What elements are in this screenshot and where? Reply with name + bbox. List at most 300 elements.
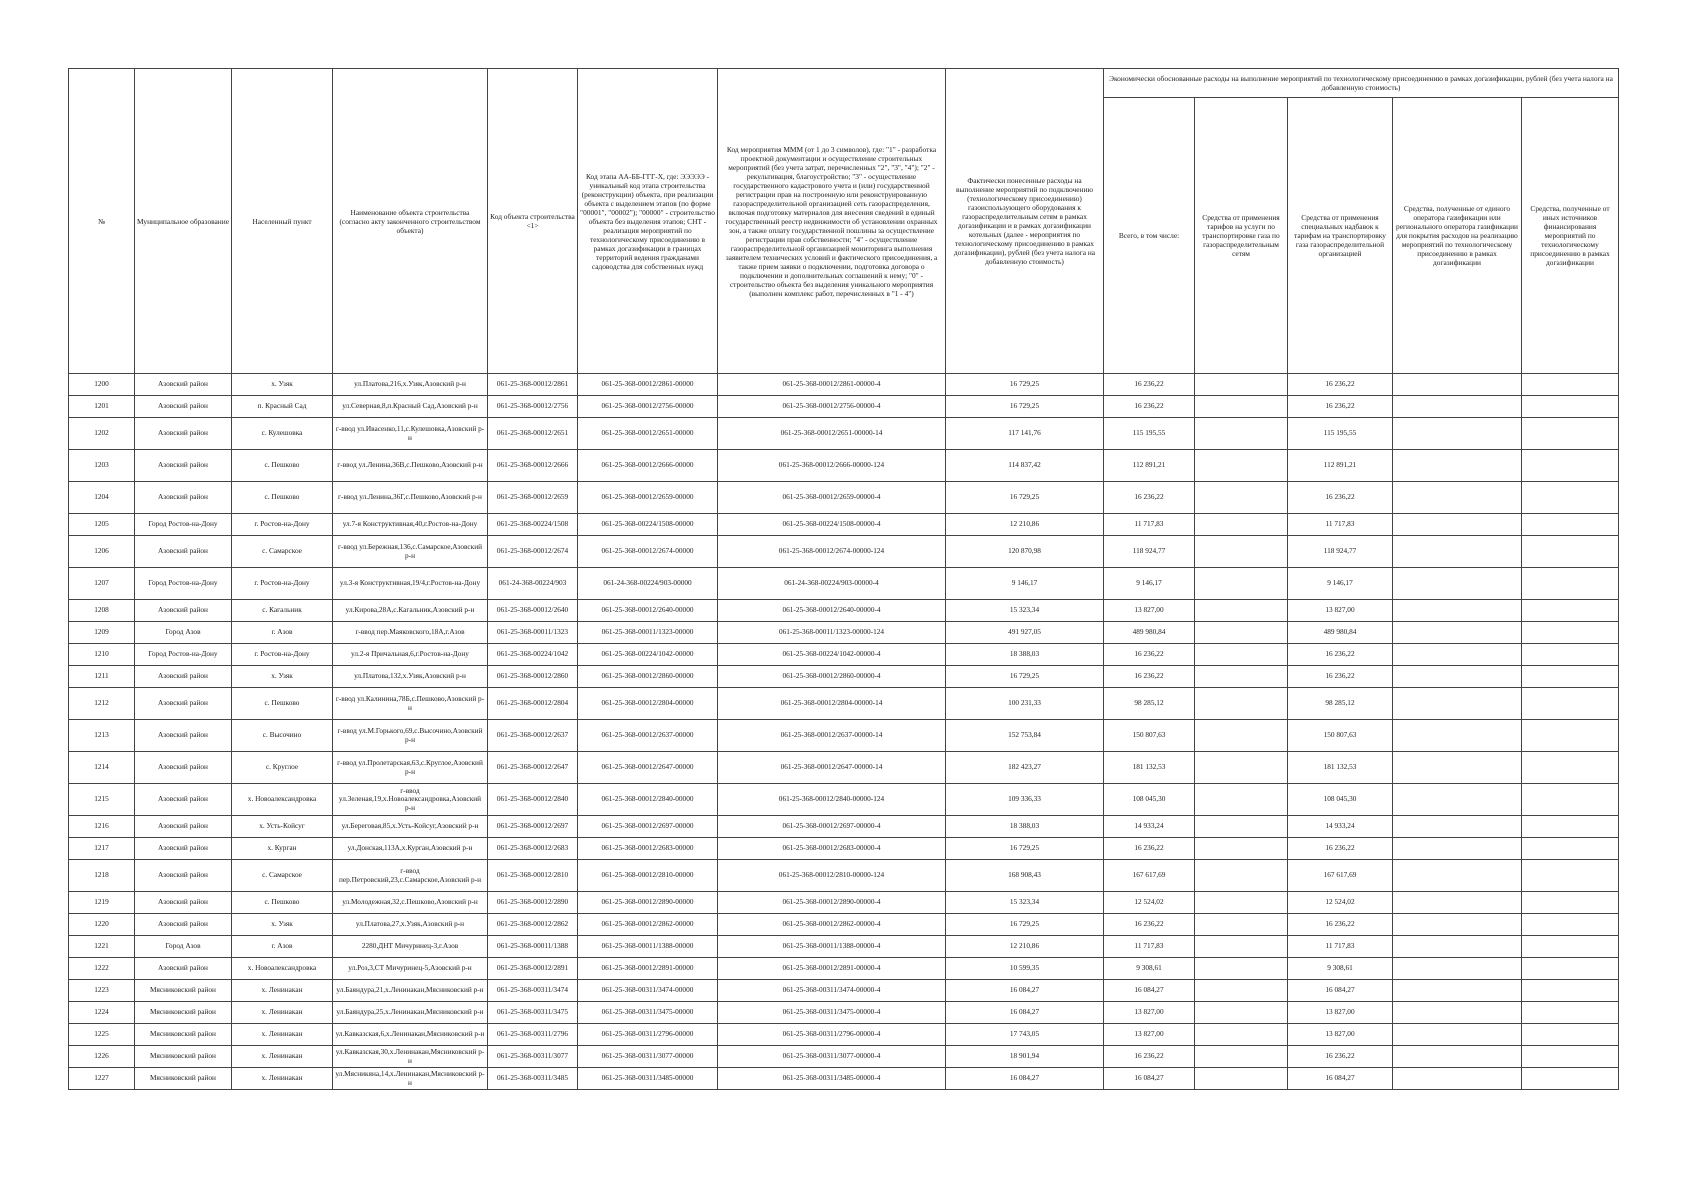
operator-funds-cell [1393, 980, 1522, 1002]
municipality-cell: Город Ростов-на-Дону [135, 514, 232, 536]
settlement-cell: г. Азов [232, 936, 333, 958]
measure-code-cell: 061-25-368-00012/2666-00000-124 [718, 450, 946, 482]
operator-funds-cell [1393, 936, 1522, 958]
row-number-cell: 1211 [69, 666, 135, 688]
operator-funds-cell [1393, 374, 1522, 396]
object-name-cell: ул.Роз,3,СТ Мичуринец-5,Азовский р-н [333, 958, 488, 980]
municipality-cell: Азовский район [135, 600, 232, 622]
actual-costs-cell: 15 323,34 [946, 892, 1104, 914]
settlement-cell: с. Пешково [232, 892, 333, 914]
operator-funds-cell [1393, 1024, 1522, 1046]
tariff-funds-cell [1195, 418, 1288, 450]
operator-funds-cell [1393, 892, 1522, 914]
object-code-cell: 061-25-368-00011/1323 [488, 622, 578, 644]
stage-code-cell: 061-25-368-00012/2860-00000 [578, 666, 718, 688]
table-row [69, 958, 1619, 980]
operator-funds-cell [1393, 418, 1522, 450]
measure-code-cell: 061-25-368-00012/2890-00000-4 [718, 892, 946, 914]
settlement-cell: х. Новоалександровка [232, 784, 333, 816]
measure-code-cell: 061-25-368-00012/2659-00000-4 [718, 482, 946, 514]
stage-code-cell: 061-25-368-00012/2640-00000 [578, 600, 718, 622]
municipality-cell: Азовский район [135, 720, 232, 752]
object-code-cell: 061-25-368-00012/2637 [488, 720, 578, 752]
row-number-cell: 1217 [69, 838, 135, 860]
other-funds-cell [1522, 892, 1619, 914]
settlement-cell: с. Самарское [232, 860, 333, 892]
municipality-cell: Азовский район [135, 816, 232, 838]
tariff-funds-cell [1195, 1046, 1288, 1068]
stage-code-cell: 061-25-368-00012/2697-00000 [578, 816, 718, 838]
row-number-cell: 1226 [69, 1046, 135, 1068]
municipality-cell: Город Ростов-на-Дону [135, 644, 232, 666]
stage-code-cell: 061-25-368-00012/2804-00000 [578, 688, 718, 720]
total-cell: 167 617,69 [1104, 860, 1195, 892]
total-cell: 108 045,30 [1104, 784, 1195, 816]
table-row [69, 644, 1619, 666]
municipality-cell: Азовский район [135, 838, 232, 860]
row-number-cell: 1224 [69, 1002, 135, 1024]
measure-code-cell: 061-25-368-00311/2796-00000-4 [718, 1024, 946, 1046]
settlement-cell: с. Высочино [232, 720, 333, 752]
stage-code-cell: 061-25-368-00311/3475-00000 [578, 1002, 718, 1024]
table-row [69, 600, 1619, 622]
row-number-cell: 1219 [69, 892, 135, 914]
measure-code-cell: 061-25-368-00311/3077-00000-4 [718, 1046, 946, 1068]
header-object-name: Наименование объекта строительства (согласно акту законченного строительством объекта) [333, 69, 488, 374]
total-cell: 112 891,21 [1104, 450, 1195, 482]
settlement-cell: г. Ростов-на-Дону [232, 644, 333, 666]
operator-funds-cell [1393, 688, 1522, 720]
object-name-cell: ул.Северная,8,п.Красный Сад,Азовский р-н [333, 396, 488, 418]
row-number-cell: 1213 [69, 720, 135, 752]
settlement-cell: с. Самарское [232, 536, 333, 568]
table-row [69, 688, 1619, 720]
row-number-cell: 1214 [69, 752, 135, 784]
surcharge-funds-cell: 9 308,61 [1288, 958, 1393, 980]
municipality-cell: Азовский район [135, 958, 232, 980]
municipality-cell: Азовский район [135, 892, 232, 914]
operator-funds-cell [1393, 568, 1522, 600]
header-measure-code: Код мероприятия МММ (от 1 до 3 символов), где: "1" - разработка проектной документации и осуществление строительных мероприятий (без учета затрат, перечисленных "2", "3", "4"); "2" - рекультивация, благоустройство; "3" - осуществление государственного кадастрового учета и (или) государственной регистрации прав на построенную или реконструированную газораспределительной организацией сеть газораспределения, включая подготовку материалов для внесения сведений в единый государственный реестр недвижимости об установлении охранных зон, а также оплату государственной пошлины за осуществление регистрации прав собственности; "4" - осуществление газораспределительной организацией мониторинга выполнения заявителем технических условий и фактического присоединения, а также прием заявки о подключении, подготовка договора о подключении и дополнительных соглашений к нему; "0" - строительство объекта без выделения уникального мероприятия (выполнен комплекс работ, перечисленных в "1 - 4") [718, 69, 946, 374]
total-cell: 12 524,02 [1104, 892, 1195, 914]
tariff-funds-cell [1195, 752, 1288, 784]
row-number-cell: 1207 [69, 568, 135, 600]
settlement-cell: х. Курган [232, 838, 333, 860]
object-name-cell: г-ввод ул.Ленина,36В,с.Пешково,Азовский р-н [333, 450, 488, 482]
total-cell: 13 827,00 [1104, 1002, 1195, 1024]
municipality-cell: Азовский район [135, 784, 232, 816]
stage-code-cell: 061-25-368-00012/2890-00000 [578, 892, 718, 914]
stage-code-cell: 061-25-368-00311/3485-00000 [578, 1068, 718, 1090]
total-cell: 16 236,22 [1104, 482, 1195, 514]
table-row [69, 536, 1619, 568]
total-cell: 16 236,22 [1104, 374, 1195, 396]
actual-costs-cell: 18 388,03 [946, 644, 1104, 666]
table-row [69, 784, 1619, 816]
actual-costs-cell: 182 423,27 [946, 752, 1104, 784]
surcharge-funds-cell: 112 891,21 [1288, 450, 1393, 482]
surcharge-funds-cell: 13 827,00 [1288, 1024, 1393, 1046]
settlement-cell: п. Красный Сад [232, 396, 333, 418]
tariff-funds-cell [1195, 568, 1288, 600]
actual-costs-cell: 16 729,25 [946, 666, 1104, 688]
operator-funds-cell [1393, 600, 1522, 622]
measure-code-cell: 061-25-368-00012/2862-00000-4 [718, 914, 946, 936]
stage-code-cell: 061-25-368-00311/3077-00000 [578, 1046, 718, 1068]
surcharge-funds-cell: 14 933,24 [1288, 816, 1393, 838]
row-number-cell: 1200 [69, 374, 135, 396]
measure-code-cell: 061-25-368-00311/3474-00000-4 [718, 980, 946, 1002]
object-code-cell: 061-25-368-00224/1042 [488, 644, 578, 666]
other-funds-cell [1522, 482, 1619, 514]
object-name-cell: ул.Платова,216,х.Узяк,Азовский р-н [333, 374, 488, 396]
settlement-cell: х. Ленинакан [232, 1068, 333, 1090]
object-code-cell: 061-25-368-00012/2651 [488, 418, 578, 450]
actual-costs-cell: 16 084,27 [946, 1002, 1104, 1024]
object-code-cell: 061-25-368-00012/2861 [488, 374, 578, 396]
object-code-cell: 061-25-368-00012/2674 [488, 536, 578, 568]
other-funds-cell [1522, 418, 1619, 450]
municipality-cell: Город Азов [135, 622, 232, 644]
other-funds-cell [1522, 666, 1619, 688]
surcharge-funds-cell: 489 980,84 [1288, 622, 1393, 644]
tariff-funds-cell [1195, 860, 1288, 892]
tariff-funds-cell [1195, 958, 1288, 980]
tariff-funds-cell [1195, 644, 1288, 666]
header-object-code: Код объекта строительства <1> [488, 69, 578, 374]
settlement-cell: г. Азов [232, 622, 333, 644]
object-code-cell: 061-25-368-00012/2860 [488, 666, 578, 688]
settlement-cell: с. Кагальник [232, 600, 333, 622]
other-funds-cell [1522, 980, 1619, 1002]
row-number-cell: 1215 [69, 784, 135, 816]
surcharge-funds-cell: 115 195,55 [1288, 418, 1393, 450]
measure-code-cell: 061-25-368-00012/2647-00000-14 [718, 752, 946, 784]
measure-code-cell: 061-25-368-00311/3475-00000-4 [718, 1002, 946, 1024]
municipality-cell: Азовский район [135, 418, 232, 450]
total-cell: 14 933,24 [1104, 816, 1195, 838]
actual-costs-cell: 17 743,05 [946, 1024, 1104, 1046]
settlement-cell: х. Усть-Койсуг [232, 816, 333, 838]
header-total: Всего, в том числе: [1104, 98, 1195, 374]
surcharge-funds-cell: 16 236,22 [1288, 396, 1393, 418]
other-funds-cell [1522, 600, 1619, 622]
stage-code-cell: 061-25-368-00012/2756-00000 [578, 396, 718, 418]
object-code-cell: 061-25-368-00012/2891 [488, 958, 578, 980]
other-funds-cell [1522, 688, 1619, 720]
actual-costs-cell: 491 927,05 [946, 622, 1104, 644]
settlement-cell: с. Кулешовка [232, 418, 333, 450]
object-code-cell: 061-25-368-00012/2804 [488, 688, 578, 720]
tariff-funds-cell [1195, 936, 1288, 958]
tariff-funds-cell [1195, 688, 1288, 720]
measure-code-cell: 061-25-368-00012/2651-00000-14 [718, 418, 946, 450]
measure-code-cell: 061-25-368-00012/2683-00000-4 [718, 838, 946, 860]
object-name-cell: г-ввод пер.Маяковского,18А,г.Азов [333, 622, 488, 644]
tariff-funds-cell [1195, 536, 1288, 568]
row-number-cell: 1221 [69, 936, 135, 958]
actual-costs-cell: 114 837,42 [946, 450, 1104, 482]
row-number-cell: 1209 [69, 622, 135, 644]
measure-code-cell: 061-25-368-00012/2860-00000-4 [718, 666, 946, 688]
object-name-cell: ул.Кирова,28А,с.Кагальник,Азовский р-н [333, 600, 488, 622]
operator-funds-cell [1393, 482, 1522, 514]
object-name-cell: ул.Платова,132,х.Узяк,Азовский р-н [333, 666, 488, 688]
header-operator-funds: Средства, полученные от единого оператора газификации или регионального оператора газификации для покрытия расходов на реализацию мероприятий по технологическому присоединению в рамках догазификации [1393, 98, 1522, 374]
object-name-cell: г-ввод ул.М.Горького,69,с.Высочино,Азовский р-н [333, 720, 488, 752]
stage-code-cell: 061-25-368-00012/2683-00000 [578, 838, 718, 860]
surcharge-funds-cell: 16 084,27 [1288, 1068, 1393, 1090]
tariff-funds-cell [1195, 838, 1288, 860]
tariff-funds-cell [1195, 1002, 1288, 1024]
surcharge-funds-cell: 16 236,22 [1288, 914, 1393, 936]
row-number-cell: 1206 [69, 536, 135, 568]
object-name-cell: г-ввод ул.Пролетарская,63,с.Круглое,Азовский р-н [333, 752, 488, 784]
total-cell: 118 924,77 [1104, 536, 1195, 568]
settlement-cell: х. Ленинакан [232, 1002, 333, 1024]
stage-code-cell: 061-25-368-00012/2651-00000 [578, 418, 718, 450]
municipality-cell: Азовский район [135, 860, 232, 892]
object-name-cell: г-ввод ул.Бережная,136,с.Самарское,Азовский р-н [333, 536, 488, 568]
surcharge-funds-cell: 181 132,53 [1288, 752, 1393, 784]
total-cell: 16 236,22 [1104, 644, 1195, 666]
object-code-cell: 061-25-368-00012/2810 [488, 860, 578, 892]
header-surcharge-funds: Средства от применения специальных надбавок к тарифам на транспортировку газа газораспределительной организацией [1288, 98, 1393, 374]
surcharge-funds-cell: 16 236,22 [1288, 644, 1393, 666]
table-row [69, 980, 1619, 1002]
surcharge-funds-cell: 9 146,17 [1288, 568, 1393, 600]
total-cell: 150 807,63 [1104, 720, 1195, 752]
object-name-cell: г-ввод ул.Ивасенко,11,с.Кулешовка,Азовский р-н [333, 418, 488, 450]
settlement-cell: г. Ростов-на-Дону [232, 568, 333, 600]
operator-funds-cell [1393, 514, 1522, 536]
measure-code-cell: 061-25-368-00012/2804-00000-14 [718, 688, 946, 720]
stage-code-cell: 061-25-368-00012/2810-00000 [578, 860, 718, 892]
total-cell: 9 146,17 [1104, 568, 1195, 600]
object-code-cell: 061-25-368-00011/1388 [488, 936, 578, 958]
object-name-cell: ул.Мясникяна,14,х.Ленинакан,Мясниковский р-н [333, 1068, 488, 1090]
tariff-funds-cell [1195, 622, 1288, 644]
table-row [69, 1046, 1619, 1068]
header-justified-costs-group: Экономически обоснованные расходы на выполнение мероприятий по технологическому присоединению в рамках догазификации, рублей (без учета налога на добавленную стоимость) [1104, 69, 1619, 98]
operator-funds-cell [1393, 1046, 1522, 1068]
settlement-cell: х. Узяк [232, 374, 333, 396]
municipality-cell: Мясниковский район [135, 1068, 232, 1090]
tariff-funds-cell [1195, 482, 1288, 514]
tariff-funds-cell [1195, 450, 1288, 482]
total-cell: 13 827,00 [1104, 1024, 1195, 1046]
actual-costs-cell: 16 729,25 [946, 396, 1104, 418]
surcharge-funds-cell: 13 827,00 [1288, 1002, 1393, 1024]
stage-code-cell: 061-25-368-00011/1388-00000 [578, 936, 718, 958]
municipality-cell: Мясниковский район [135, 1046, 232, 1068]
municipality-cell: Азовский район [135, 450, 232, 482]
municipality-cell: Азовский район [135, 666, 232, 688]
object-name-cell: ул.Кавказская,6,х.Ленинакан,Мясниковский р-н [333, 1024, 488, 1046]
stage-code-cell: 061-25-368-00224/1042-00000 [578, 644, 718, 666]
tariff-funds-cell [1195, 892, 1288, 914]
row-number-cell: 1216 [69, 816, 135, 838]
other-funds-cell [1522, 838, 1619, 860]
row-number-cell: 1218 [69, 860, 135, 892]
stage-code-cell: 061-25-368-00311/3474-00000 [578, 980, 718, 1002]
stage-code-cell: 061-25-368-00011/1323-00000 [578, 622, 718, 644]
municipality-cell: Азовский район [135, 914, 232, 936]
object-name-cell: ул.Платова,27,х.Узяк,Азовский р-н [333, 914, 488, 936]
operator-funds-cell [1393, 1002, 1522, 1024]
other-funds-cell [1522, 644, 1619, 666]
actual-costs-cell: 16 729,25 [946, 838, 1104, 860]
table-row [69, 936, 1619, 958]
surcharge-funds-cell: 11 717,83 [1288, 936, 1393, 958]
actual-costs-cell: 15 323,34 [946, 600, 1104, 622]
actual-costs-cell: 12 210,86 [946, 936, 1104, 958]
stage-code-cell: 061-25-368-00012/2647-00000 [578, 752, 718, 784]
other-funds-cell [1522, 784, 1619, 816]
total-cell: 16 236,22 [1104, 914, 1195, 936]
row-number-cell: 1208 [69, 600, 135, 622]
measure-code-cell: 061-25-368-00012/2840-00000-124 [718, 784, 946, 816]
other-funds-cell [1522, 568, 1619, 600]
tariff-funds-cell [1195, 396, 1288, 418]
table-row [69, 816, 1619, 838]
actual-costs-cell: 168 908,43 [946, 860, 1104, 892]
row-number-cell: 1212 [69, 688, 135, 720]
table-row [69, 914, 1619, 936]
row-number-cell: 1227 [69, 1068, 135, 1090]
municipality-cell: Мясниковский район [135, 1002, 232, 1024]
object-code-cell: 061-25-368-00012/2659 [488, 482, 578, 514]
object-name-cell: г-ввод пер.Петровский,23,с.Самарское,Азовский р-н [333, 860, 488, 892]
measure-code-cell: 061-25-368-00011/1323-00000-124 [718, 622, 946, 644]
operator-funds-cell [1393, 666, 1522, 688]
object-code-cell: 061-25-368-00012/2756 [488, 396, 578, 418]
tariff-funds-cell [1195, 514, 1288, 536]
object-name-cell: ул.Баяндура,21,х.Ленинакан,Мясниковский р-н [333, 980, 488, 1002]
municipality-cell: Азовский район [135, 536, 232, 568]
other-funds-cell [1522, 450, 1619, 482]
table-row [69, 622, 1619, 644]
object-name-cell: г-ввод ул.Зеленая,19,х.Новоалександровка,Азовский р-н [333, 784, 488, 816]
total-cell: 16 236,22 [1104, 838, 1195, 860]
total-cell: 16 236,22 [1104, 666, 1195, 688]
settlement-cell: х. Узяк [232, 914, 333, 936]
other-funds-cell [1522, 914, 1619, 936]
table-body [69, 374, 1619, 1090]
other-funds-cell [1522, 374, 1619, 396]
surcharge-funds-cell: 11 717,83 [1288, 514, 1393, 536]
table-row [69, 1068, 1619, 1090]
surcharge-funds-cell: 16 236,22 [1288, 1046, 1393, 1068]
other-funds-cell [1522, 514, 1619, 536]
object-name-cell: г-ввод ул.Калинина,78Б,с.Пешково,Азовский р-н [333, 688, 488, 720]
row-number-cell: 1220 [69, 914, 135, 936]
header-stage-code: Код этапа АА-ББ-ГГГ-Х, где: ЭЭЭЭЭ - уникальный код этапа строительства (реконструкции) объекта, при реализации объекта с выделением этапов (по форме "00001", "00002"); "00000" - строительство объекта без выделения этапов; СНТ - реализация мероприятий по технологическому присоединению в рамках догазификации в границах территорий ведения гражданами садоводства для собственных нужд [578, 69, 718, 374]
other-funds-cell [1522, 752, 1619, 784]
other-funds-cell [1522, 1068, 1619, 1090]
municipality-cell: Азовский район [135, 482, 232, 514]
object-code-cell: 061-25-368-00311/2796 [488, 1024, 578, 1046]
tariff-funds-cell [1195, 816, 1288, 838]
surcharge-funds-cell: 12 524,02 [1288, 892, 1393, 914]
actual-costs-cell: 109 336,33 [946, 784, 1104, 816]
object-name-cell: ул.Донская,113А,х.Курган,Азовский р-н [333, 838, 488, 860]
object-name-cell: ул.Береговая,85,х.Усть-Койсуг,Азовский р-н [333, 816, 488, 838]
total-cell: 115 195,55 [1104, 418, 1195, 450]
operator-funds-cell [1393, 450, 1522, 482]
settlement-cell: х. Ленинакан [232, 1046, 333, 1068]
operator-funds-cell [1393, 622, 1522, 644]
surcharge-funds-cell: 108 045,30 [1288, 784, 1393, 816]
total-cell: 11 717,83 [1104, 514, 1195, 536]
municipality-cell: Азовский район [135, 752, 232, 784]
row-number-cell: 1204 [69, 482, 135, 514]
operator-funds-cell [1393, 860, 1522, 892]
tariff-funds-cell [1195, 720, 1288, 752]
table-row [69, 860, 1619, 892]
object-name-cell: ул.2-я Причальная,6,г.Ростов-на-Дону [333, 644, 488, 666]
surcharge-funds-cell: 150 807,63 [1288, 720, 1393, 752]
stage-code-cell: 061-25-368-00012/2666-00000 [578, 450, 718, 482]
object-name-cell: ул.Кавказская,30,х.Ленинакан,Мясниковский р-н [333, 1046, 488, 1068]
surcharge-funds-cell: 16 084,27 [1288, 980, 1393, 1002]
other-funds-cell [1522, 622, 1619, 644]
surcharge-funds-cell: 118 924,77 [1288, 536, 1393, 568]
table-row [69, 892, 1619, 914]
row-number-cell: 1223 [69, 980, 135, 1002]
operator-funds-cell [1393, 536, 1522, 568]
municipality-cell: Азовский район [135, 688, 232, 720]
operator-funds-cell [1393, 784, 1522, 816]
table-row [69, 720, 1619, 752]
object-code-cell: 061-25-368-00012/2697 [488, 816, 578, 838]
surcharge-funds-cell: 167 617,69 [1288, 860, 1393, 892]
settlement-cell: х. Узяк [232, 666, 333, 688]
measure-code-cell: 061-25-368-00012/2810-00000-124 [718, 860, 946, 892]
other-funds-cell [1522, 536, 1619, 568]
object-code-cell: 061-25-368-00012/2647 [488, 752, 578, 784]
other-funds-cell [1522, 1002, 1619, 1024]
settlement-cell: х. Ленинакан [232, 980, 333, 1002]
tariff-funds-cell [1195, 1068, 1288, 1090]
stage-code-cell: 061-25-368-00224/1508-00000 [578, 514, 718, 536]
object-name-cell: г-ввод ул.Ленина,36Г,с.Пешково,Азовский р-н [333, 482, 488, 514]
tariff-funds-cell [1195, 980, 1288, 1002]
settlement-cell: с. Пешково [232, 482, 333, 514]
actual-costs-cell: 18 901,94 [946, 1046, 1104, 1068]
surcharge-funds-cell: 16 236,22 [1288, 482, 1393, 514]
row-number-cell: 1210 [69, 644, 135, 666]
actual-costs-cell: 12 210,86 [946, 514, 1104, 536]
tariff-funds-cell [1195, 374, 1288, 396]
measure-code-cell: 061-25-368-00012/2637-00000-14 [718, 720, 946, 752]
municipality-cell: Азовский район [135, 396, 232, 418]
measure-code-cell: 061-25-368-00224/1042-00000-4 [718, 644, 946, 666]
total-cell: 98 285,12 [1104, 688, 1195, 720]
object-name-cell: ул.Молодежная,32,с.Пешково,Азовский р-н [333, 892, 488, 914]
settlement-cell: с. Круглое [232, 752, 333, 784]
other-funds-cell [1522, 396, 1619, 418]
table-row [69, 482, 1619, 514]
total-cell: 11 717,83 [1104, 936, 1195, 958]
tariff-funds-cell [1195, 1024, 1288, 1046]
table-row [69, 1024, 1619, 1046]
object-code-cell: 061-24-368-00224/903 [488, 568, 578, 600]
settlement-cell: г. Ростов-на-Дону [232, 514, 333, 536]
object-code-cell: 061-25-368-00012/2666 [488, 450, 578, 482]
cost-table [68, 68, 1619, 1090]
object-code-cell: 061-25-368-00012/2640 [488, 600, 578, 622]
